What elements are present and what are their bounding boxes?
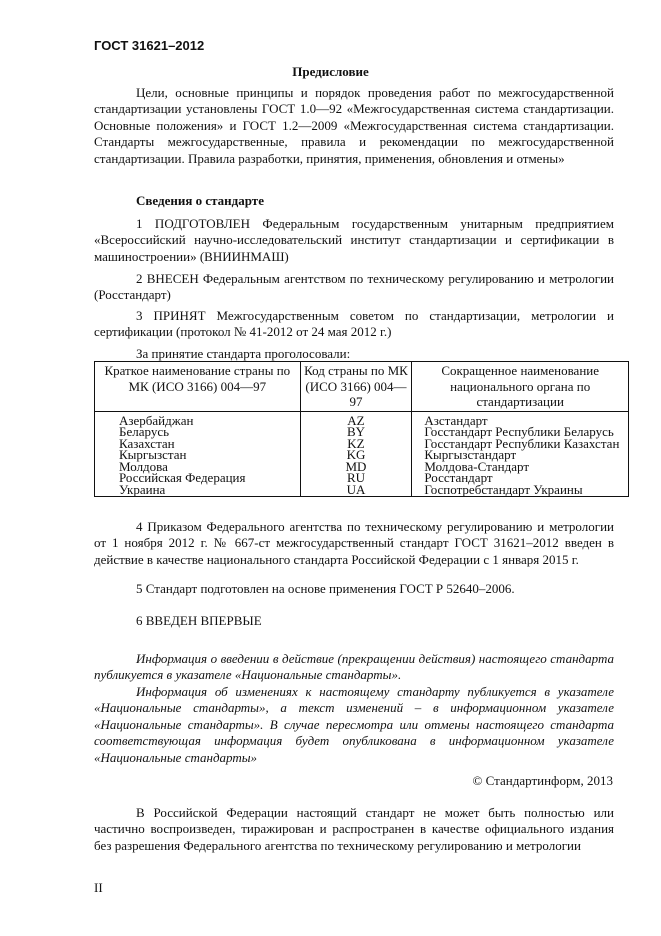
country-cell: Молдова bbox=[95, 461, 301, 473]
page-number: II bbox=[94, 880, 103, 895]
body-cell: Госстандарт Республики Беларусь bbox=[412, 426, 629, 438]
body-cell: Молдова-Стандарт bbox=[412, 461, 629, 473]
notice-introduction: Информация о введении в действие (прекращении действия) настоящего стандарта публикуется в указателе «Национальные стандарты». bbox=[94, 651, 614, 683]
table-row bbox=[95, 484, 629, 496]
foreword-title: Предисловие bbox=[292, 64, 369, 79]
code-cell: UA bbox=[300, 484, 412, 496]
country-cell: Беларусь bbox=[95, 426, 301, 438]
body-cell: Азстандарт bbox=[412, 411, 629, 426]
reproduction-rights: В Российской Федерации настоящий стандарт не может быть полностью или частично воспроизведен, тиражирован и распространен в качестве официального издания без разрешения Федерального агентства по техническому регулированию и метрологии bbox=[94, 805, 614, 853]
code-cell: RU bbox=[300, 472, 412, 484]
info-item-6: 6 ВВЕДЕН ВПЕРВЫЕ bbox=[136, 613, 262, 628]
document-code-header: ГОСТ 31621–2012 bbox=[94, 38, 205, 53]
country-cell: Азербайджан bbox=[95, 411, 301, 426]
code-cell: AZ bbox=[300, 411, 412, 426]
header-code: Код страны по МК (ИСО 3166) 004—97 bbox=[300, 362, 412, 412]
body-cell: Госстандарт Республики Казахстан bbox=[412, 438, 629, 450]
info-item-3: 3 ПРИНЯТ Межгосударственным советом по стандартизации, метрологии и сертификации (протокол № 41-2012 от 24 мая 2012 г.) bbox=[94, 308, 614, 340]
body-cell: Росстандарт bbox=[412, 472, 629, 484]
country-cell: Российская Федерация bbox=[95, 472, 301, 484]
body-cell: Госпотребстандарт Украины bbox=[412, 484, 629, 496]
standard-info-title: Сведения о стандарте bbox=[136, 193, 264, 208]
body-cell: Кыргызстандарт bbox=[412, 449, 629, 461]
copyright-notice: © Стандартинформ, 2013 bbox=[472, 773, 613, 788]
info-item-5: 5 Стандарт подготовлен на основе применения ГОСТ Р 52640–2006. bbox=[136, 581, 515, 596]
vote-intro: За принятие стандарта проголосовали: bbox=[136, 346, 351, 361]
code-cell: MD bbox=[300, 461, 412, 473]
table-header-row bbox=[95, 362, 629, 412]
country-cell: Кыргызстан bbox=[95, 449, 301, 461]
info-item-2: 2 ВНЕСЕН Федеральным агентством по техническому регулированию и метрологии (Росстандарт) bbox=[94, 271, 614, 303]
info-item-1: 1 ПОДГОТОВЛЕН Федеральным государственным унитарным предприятием «Всероссийский научно-исследовательский институт стандартизации и сертификации в машиностроении» (ВНИИНМАШ) bbox=[94, 216, 614, 264]
info-item-4: 4 Приказом Федерального агентства по техническому регулированию и метрологии от 1 ноября 2012 г. № 667-ст межгосударственный стандарт ГОСТ 31621–2012 введен в действие в качестве национального стандарта Российской Федерации с 1 января 2015 г. bbox=[94, 519, 614, 567]
voting-table bbox=[94, 361, 629, 497]
country-cell: Украина bbox=[95, 484, 301, 496]
code-cell: KG bbox=[300, 449, 412, 461]
code-cell: BY bbox=[300, 426, 412, 438]
notice-changes: Информация об изменениях к настоящему стандарту публикуется в указателе «Национальные стандарты», а текст изменений – в информационном указателе «Национальные стандарты». В случае пересмотра или отмены настоящего стандарта соответствующая информация будет опубликована в информационном указателе «Национальные стандарты» bbox=[94, 684, 614, 765]
country-cell: Казахстан bbox=[95, 438, 301, 450]
header-body: Сокращенное наименование национального органа по стандартизации bbox=[412, 362, 629, 412]
header-country: Краткое наименование страны по МК (ИСО 3166) 004—97 bbox=[95, 362, 301, 412]
foreword-paragraph: Цели, основные принципы и порядок проведения работ по межгосударственной стандартизации установлены ГОСТ 1.0—92 «Межгосударственная система стандартизации. Основные положения» и ГОСТ 1.2—2009 «Межгосударственная система стандартизации. Стандарты межгосударственные, правила и рекомендации по межгосударственной стандартизации. Правила разработки, принятия, применения, обновления и отмены» bbox=[94, 85, 614, 166]
code-cell: KZ bbox=[300, 438, 412, 450]
